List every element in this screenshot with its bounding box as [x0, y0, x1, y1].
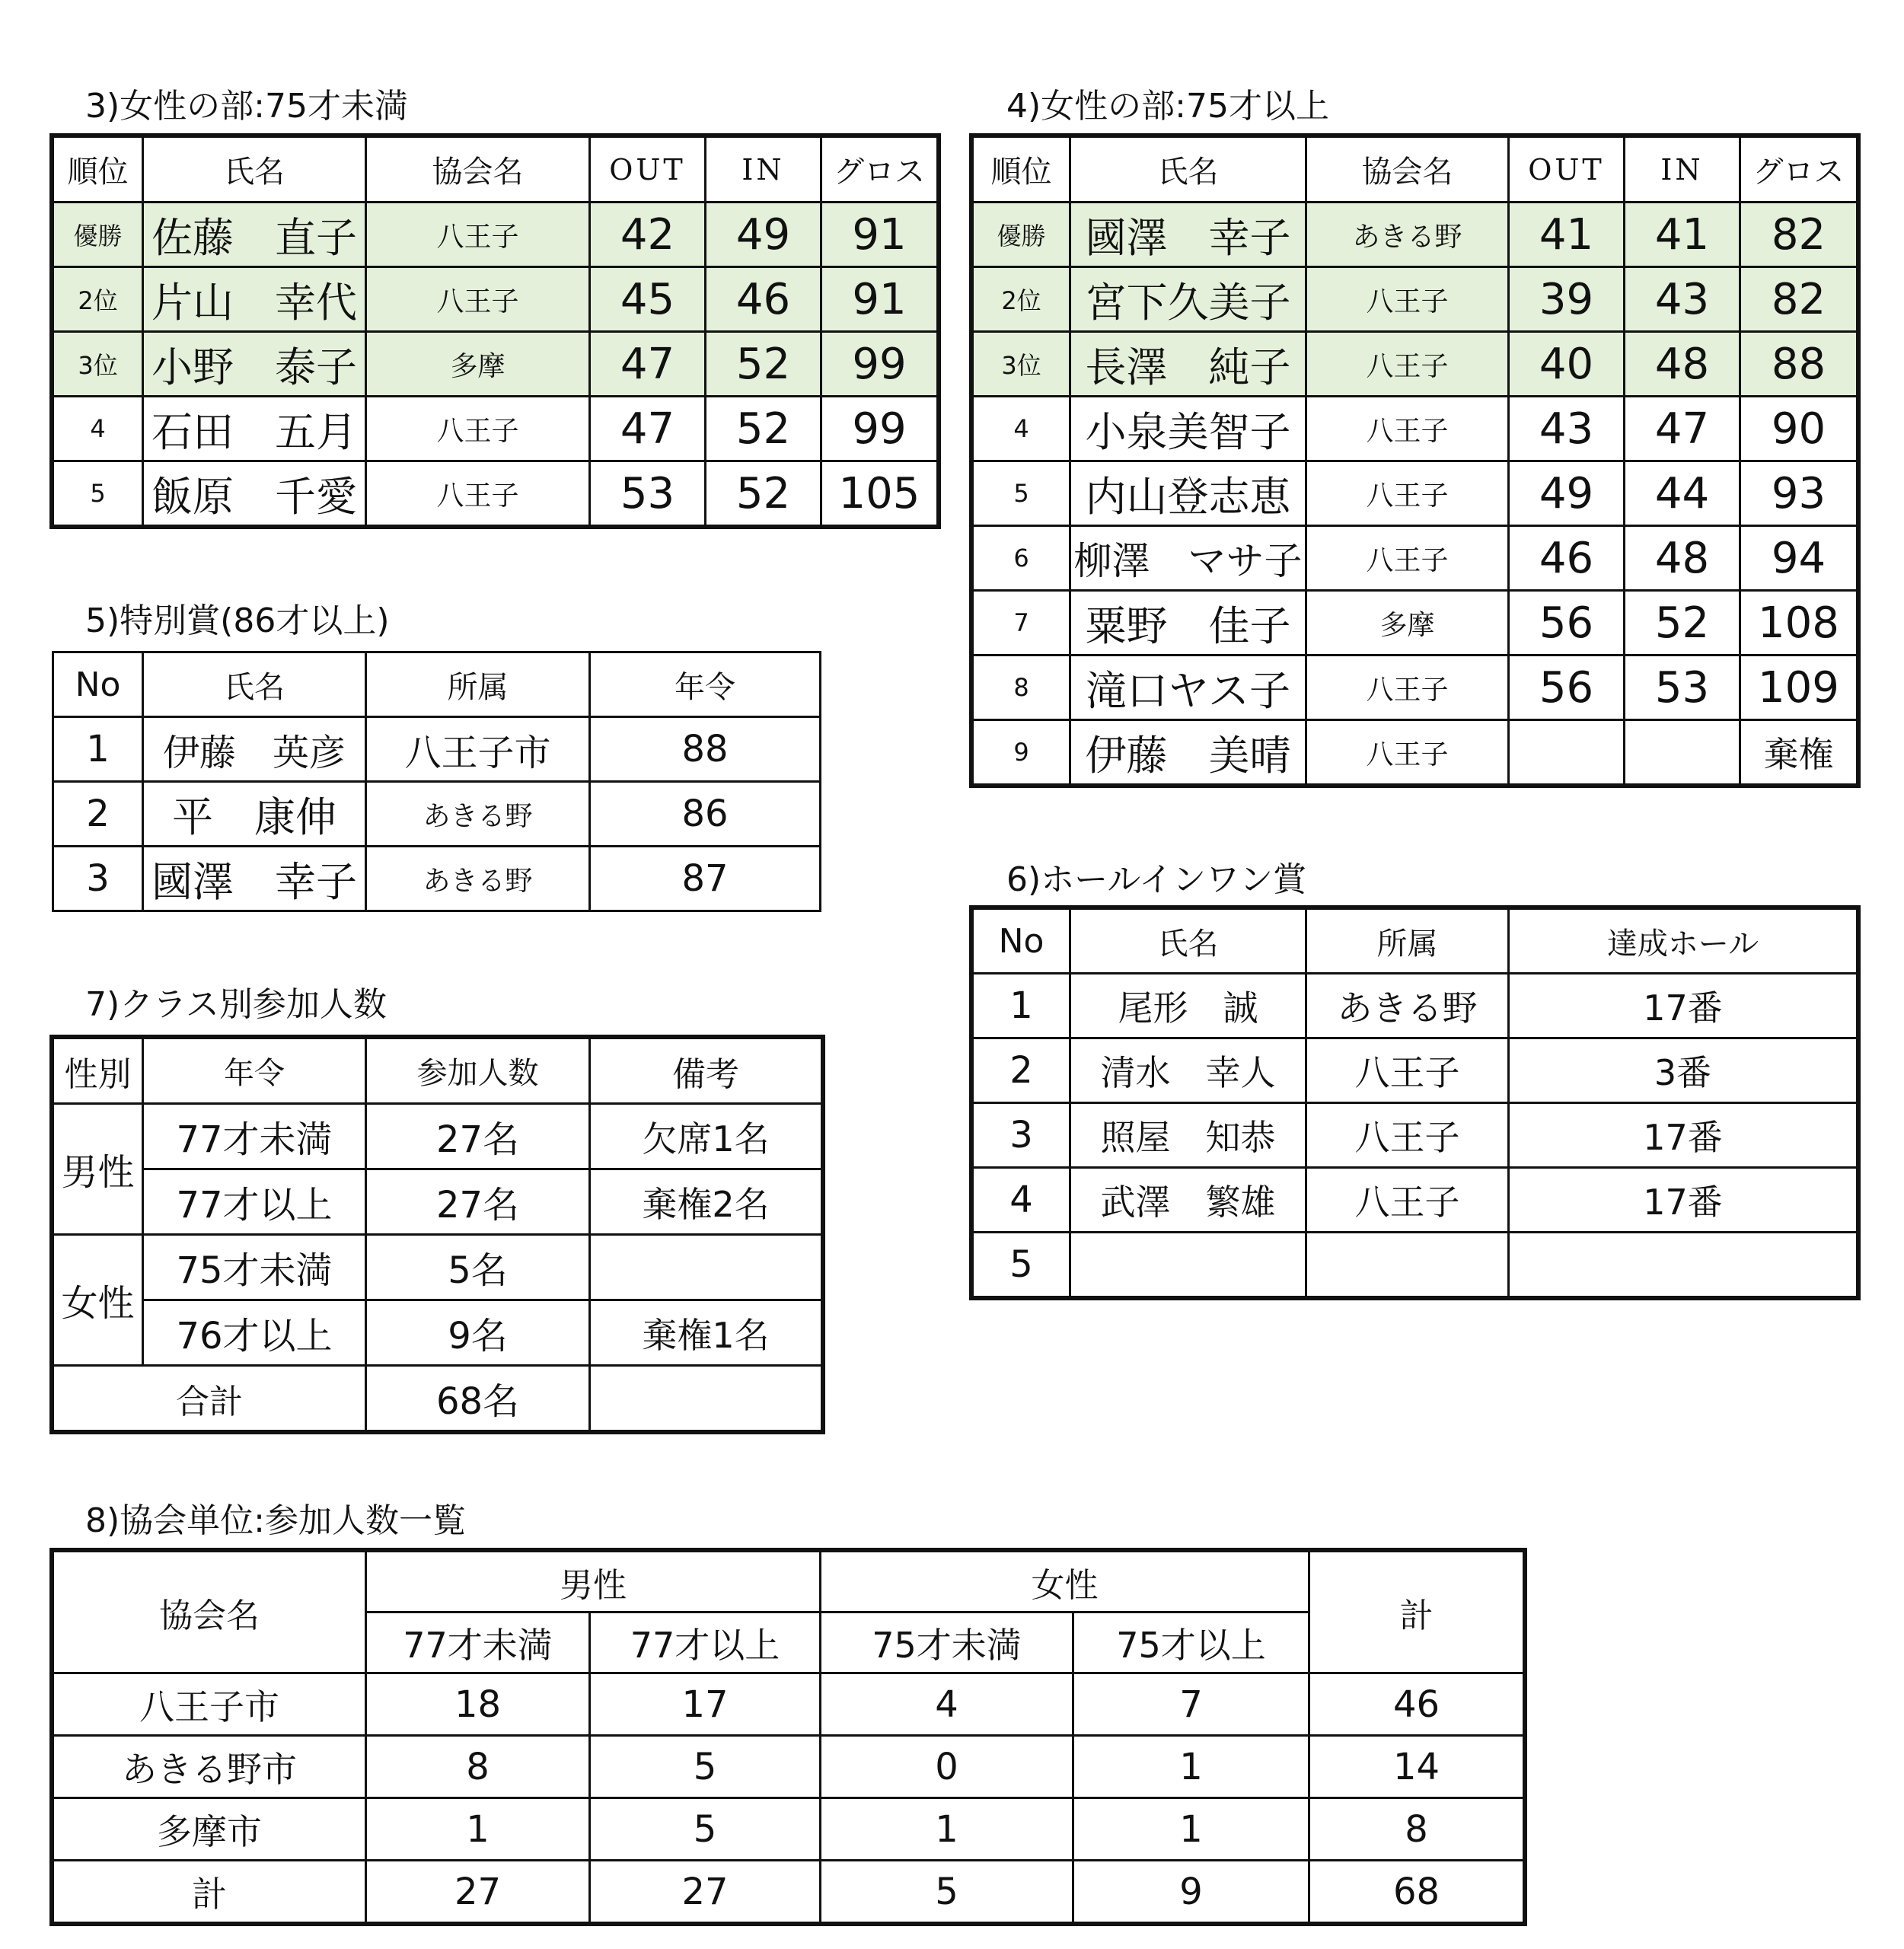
col-assoc: 協会名 — [53, 1552, 366, 1673]
assoc-cell: 八王子 — [1306, 461, 1509, 526]
total-cell: 8 — [1309, 1798, 1524, 1861]
col-total: 計 — [1309, 1552, 1524, 1673]
out-cell: 47 — [590, 397, 706, 461]
in-cell: 52 — [1625, 591, 1740, 656]
assoc-cell: 八王子 — [1306, 720, 1509, 785]
gross-cell: 90 — [1740, 397, 1858, 461]
name-cell: 國澤 幸子 — [1070, 203, 1306, 267]
table-row — [973, 720, 1858, 785]
male-over77-cell: 5 — [590, 1736, 821, 1798]
table-row — [53, 782, 821, 847]
assoc-cell: 八王子 — [1306, 397, 1509, 461]
gross-cell: 91 — [821, 203, 938, 267]
table-row — [53, 1673, 1524, 1736]
col-hole: 達成ホール — [1509, 909, 1858, 974]
name-cell: 長澤 純子 — [1070, 332, 1306, 397]
affil-cell: 八王子 — [1306, 1168, 1509, 1233]
name-cell: 飯原 千愛 — [143, 461, 366, 526]
section-4-title: 4)女性の部:75才以上 — [1006, 87, 1329, 126]
col-in: IN — [706, 137, 821, 203]
affil-cell: 八王子市 — [366, 717, 590, 782]
col-name: 氏名 — [143, 137, 366, 203]
in-cell: 52 — [706, 397, 821, 461]
name-cell: 片山 幸代 — [143, 267, 366, 332]
out-cell: 56 — [1509, 656, 1625, 720]
hole-cell: 17番 — [1509, 1103, 1858, 1168]
no-cell: 3 — [53, 847, 143, 911]
table-row — [973, 332, 1858, 397]
assoc-cell: 八王子市 — [53, 1673, 366, 1736]
women-under75-table — [52, 136, 939, 527]
col-count: 参加人数 — [366, 1038, 590, 1104]
total-count-cell: 68名 — [366, 1366, 590, 1431]
col-male-group: 男性 — [366, 1552, 821, 1612]
col-name: 氏名 — [1070, 909, 1306, 974]
male-under77-cell: 27 — [366, 1861, 590, 1923]
total-cell: 14 — [1309, 1736, 1524, 1798]
count-cell: 27名 — [366, 1169, 590, 1235]
name-cell: 滝口ヤス子 — [1070, 656, 1306, 720]
age-cell: 77才未満 — [143, 1104, 366, 1169]
no-cell: 5 — [973, 1233, 1070, 1297]
female-over75-cell: 7 — [1073, 1673, 1309, 1736]
association-participants-table — [52, 1550, 1525, 1924]
section-7-title: 7)クラス別参加人数 — [85, 985, 387, 1024]
total-cell: 68 — [1309, 1861, 1524, 1923]
rank-cell: 3位 — [973, 332, 1070, 397]
assoc-cell: 八王子 — [366, 267, 590, 332]
name-cell: 小野 泰子 — [143, 332, 366, 397]
col-age: 年令 — [143, 1038, 366, 1104]
name-cell: 石田 五月 — [143, 397, 366, 461]
name-cell: 粟野 佳子 — [1070, 591, 1306, 656]
assoc-cell: 多摩 — [366, 332, 590, 397]
in-cell: 52 — [706, 461, 821, 526]
gross-cell: 94 — [1740, 526, 1858, 591]
male-over77-cell: 5 — [590, 1798, 821, 1861]
rank-cell: 5 — [973, 461, 1070, 526]
table-row — [53, 203, 938, 267]
table-row — [53, 1235, 822, 1300]
col-name: 氏名 — [1070, 137, 1306, 203]
name-cell: 清水 幸人 — [1070, 1038, 1306, 1103]
assoc-cell: 八王子 — [1306, 526, 1509, 591]
name-cell: 國澤 幸子 — [143, 847, 366, 911]
gross-cell: 93 — [1740, 461, 1858, 526]
female-under75-cell: 1 — [821, 1798, 1073, 1861]
count-cell: 5名 — [366, 1235, 590, 1300]
col-rank: 順位 — [973, 137, 1070, 203]
in-cell: 52 — [706, 332, 821, 397]
no-cell: 1 — [973, 974, 1070, 1038]
hole-cell: 17番 — [1509, 1168, 1858, 1233]
women-over75-table — [971, 136, 1858, 786]
name-cell — [1070, 1233, 1306, 1297]
table-row — [53, 1736, 1524, 1798]
female-under75-cell: 0 — [821, 1736, 1073, 1798]
table-row — [53, 847, 821, 911]
table-header-row — [53, 1038, 822, 1104]
female-under75-cell: 4 — [821, 1673, 1073, 1736]
rank-cell: 優勝 — [53, 203, 143, 267]
section-8-title: 8)協会単位:参加人数一覧 — [85, 1501, 466, 1540]
section-6-title: 6)ホールインワン賞 — [1006, 860, 1307, 899]
gross-cell: 82 — [1740, 203, 1858, 267]
assoc-cell: 多摩市 — [53, 1798, 366, 1861]
male-over77-cell: 27 — [590, 1861, 821, 1923]
affil-cell — [1306, 1233, 1509, 1297]
table-header-row — [53, 1552, 1524, 1612]
in-cell: 43 — [1625, 267, 1740, 332]
in-cell: 48 — [1625, 526, 1740, 591]
assoc-cell: 八王子 — [366, 397, 590, 461]
name-cell: 武澤 繁雄 — [1070, 1168, 1306, 1233]
col-in: IN — [1625, 137, 1740, 203]
affil-cell: あきる野 — [366, 782, 590, 847]
affil-cell: あきる野 — [366, 847, 590, 911]
note-cell: 棄権2名 — [590, 1169, 822, 1235]
assoc-cell: 八王子 — [366, 203, 590, 267]
assoc-cell: 八王子 — [1306, 656, 1509, 720]
name-cell: 小泉美智子 — [1070, 397, 1306, 461]
count-cell: 27名 — [366, 1104, 590, 1169]
name-cell: 宮下久美子 — [1070, 267, 1306, 332]
name-cell: 伊藤 美晴 — [1070, 720, 1306, 785]
col-gender: 性別 — [53, 1038, 143, 1104]
female-over75-cell: 1 — [1073, 1736, 1309, 1798]
gender-female-cell: 女性 — [53, 1235, 143, 1366]
no-cell: 3 — [973, 1103, 1070, 1168]
rank-cell: 4 — [53, 397, 143, 461]
assoc-cell: 八王子 — [1306, 267, 1509, 332]
gross-cell: 108 — [1740, 591, 1858, 656]
gender-male-cell: 男性 — [53, 1104, 143, 1235]
col-name: 氏名 — [143, 652, 366, 717]
age-cell: 86 — [590, 782, 821, 847]
col-no: No — [53, 652, 143, 717]
table-row — [973, 1038, 1858, 1103]
col-affil: 所属 — [366, 652, 590, 717]
rank-cell: 4 — [973, 397, 1070, 461]
table-total-row — [53, 1861, 1524, 1923]
gross-cell: 99 — [821, 397, 938, 461]
table-row — [53, 1798, 1524, 1861]
name-cell: 柳澤 マサ子 — [1070, 526, 1306, 591]
col-affil: 所属 — [1306, 909, 1509, 974]
female-under75-cell: 5 — [821, 1861, 1073, 1923]
table-row — [973, 591, 1858, 656]
female-over75-cell: 9 — [1073, 1861, 1309, 1923]
rank-cell: 優勝 — [973, 203, 1070, 267]
rank-cell: 2位 — [53, 267, 143, 332]
assoc-cell: あきる野市 — [53, 1736, 366, 1798]
table-row — [973, 1168, 1858, 1233]
name-cell: 内山登志恵 — [1070, 461, 1306, 526]
out-cell: 56 — [1509, 591, 1625, 656]
no-cell: 2 — [53, 782, 143, 847]
rank-cell: 8 — [973, 656, 1070, 720]
table-row — [53, 1104, 822, 1169]
special-award-table — [52, 651, 821, 912]
affil-cell: 八王子 — [1306, 1038, 1509, 1103]
name-cell: 照屋 知恭 — [1070, 1103, 1306, 1168]
age-cell: 88 — [590, 717, 821, 782]
col-male-under77: 77才未満 — [366, 1612, 590, 1673]
in-cell — [1625, 720, 1740, 785]
gross-cell: 88 — [1740, 332, 1858, 397]
table-row — [973, 397, 1858, 461]
note-cell: 棄権1名 — [590, 1300, 822, 1366]
no-cell: 1 — [53, 717, 143, 782]
age-cell: 75才未満 — [143, 1235, 366, 1300]
out-cell: 45 — [590, 267, 706, 332]
total-note-cell — [590, 1366, 822, 1431]
table-row — [53, 397, 938, 461]
male-under77-cell: 8 — [366, 1736, 590, 1798]
gross-cell: 棄権 — [1740, 720, 1858, 785]
male-under77-cell: 1 — [366, 1798, 590, 1861]
table-header-row — [53, 652, 821, 717]
male-over77-cell: 17 — [590, 1673, 821, 1736]
no-cell: 4 — [973, 1168, 1070, 1233]
col-gross: グロス — [1740, 137, 1858, 203]
table-row — [973, 267, 1858, 332]
affil-cell: あきる野 — [1306, 974, 1509, 1038]
assoc-cell: 多摩 — [1306, 591, 1509, 656]
gross-cell: 105 — [821, 461, 938, 526]
note-cell — [590, 1235, 822, 1300]
col-female-under75: 75才未満 — [821, 1612, 1073, 1673]
in-cell: 47 — [1625, 397, 1740, 461]
assoc-cell: 八王子 — [366, 461, 590, 526]
col-out: OUT — [1509, 137, 1625, 203]
hole-in-one-table — [971, 908, 1858, 1298]
table-row — [53, 332, 938, 397]
name-cell: 平 康伸 — [143, 782, 366, 847]
in-cell: 49 — [706, 203, 821, 267]
female-over75-cell: 1 — [1073, 1798, 1309, 1861]
table-header-row — [973, 137, 1858, 203]
table-row — [53, 1300, 822, 1366]
out-cell — [1509, 720, 1625, 785]
col-no: No — [973, 909, 1070, 974]
out-cell: 53 — [590, 461, 706, 526]
hole-cell: 3番 — [1509, 1038, 1858, 1103]
male-under77-cell: 18 — [366, 1673, 590, 1736]
table-row — [973, 526, 1858, 591]
out-cell: 42 — [590, 203, 706, 267]
age-cell: 76才以上 — [143, 1300, 366, 1366]
count-cell: 9名 — [366, 1300, 590, 1366]
table-row — [53, 717, 821, 782]
out-cell: 39 — [1509, 267, 1625, 332]
col-male-over77: 77才以上 — [590, 1612, 821, 1673]
rank-cell: 9 — [973, 720, 1070, 785]
table-row — [53, 461, 938, 526]
col-female-group: 女性 — [821, 1552, 1309, 1612]
gross-cell: 109 — [1740, 656, 1858, 720]
rank-cell: 7 — [973, 591, 1070, 656]
section-5-title: 5)特別賞(86才以上) — [85, 601, 390, 640]
gross-cell: 82 — [1740, 267, 1858, 332]
assoc-cell: あきる野 — [1306, 203, 1509, 267]
in-cell: 53 — [1625, 656, 1740, 720]
out-cell: 40 — [1509, 332, 1625, 397]
table-row — [973, 1103, 1858, 1168]
col-rank: 順位 — [53, 137, 143, 203]
table-row — [973, 656, 1858, 720]
total-cell: 46 — [1309, 1673, 1524, 1736]
table-total-row — [53, 1366, 822, 1431]
in-cell: 41 — [1625, 203, 1740, 267]
table-header-row — [53, 137, 938, 203]
table-row — [973, 1233, 1858, 1297]
rank-cell: 6 — [973, 526, 1070, 591]
no-cell: 2 — [973, 1038, 1070, 1103]
assoc-cell: 八王子 — [1306, 332, 1509, 397]
table-row — [53, 1169, 822, 1235]
name-cell: 伊藤 英彦 — [143, 717, 366, 782]
hole-cell: 17番 — [1509, 974, 1858, 1038]
col-female-over75: 75才以上 — [1073, 1612, 1309, 1673]
total-label-cell: 合計 — [53, 1366, 366, 1431]
assoc-cell: 計 — [53, 1861, 366, 1923]
gross-cell: 99 — [821, 332, 938, 397]
table-row — [973, 974, 1858, 1038]
col-note: 備考 — [590, 1038, 822, 1104]
col-gross: グロス — [821, 137, 938, 203]
col-assoc: 協会名 — [366, 137, 590, 203]
gross-cell: 91 — [821, 267, 938, 332]
class-participants-table — [52, 1037, 823, 1432]
hole-cell — [1509, 1233, 1858, 1297]
table-row — [53, 267, 938, 332]
age-cell: 87 — [590, 847, 821, 911]
in-cell: 46 — [706, 267, 821, 332]
in-cell: 44 — [1625, 461, 1740, 526]
rank-cell: 2位 — [973, 267, 1070, 332]
out-cell: 49 — [1509, 461, 1625, 526]
table-header-row — [973, 909, 1858, 974]
out-cell: 43 — [1509, 397, 1625, 461]
col-out: OUT — [590, 137, 706, 203]
out-cell: 47 — [590, 332, 706, 397]
table-row — [973, 461, 1858, 526]
col-assoc: 協会名 — [1306, 137, 1509, 203]
table-row — [973, 203, 1858, 267]
section-3-title: 3)女性の部:75才未満 — [85, 87, 408, 126]
rank-cell: 5 — [53, 461, 143, 526]
rank-cell: 3位 — [53, 332, 143, 397]
name-cell: 尾形 誠 — [1070, 974, 1306, 1038]
age-cell: 77才以上 — [143, 1169, 366, 1235]
col-age: 年令 — [590, 652, 821, 717]
out-cell: 41 — [1509, 203, 1625, 267]
note-cell: 欠席1名 — [590, 1104, 822, 1169]
name-cell: 佐藤 直子 — [143, 203, 366, 267]
in-cell: 48 — [1625, 332, 1740, 397]
affil-cell: 八王子 — [1306, 1103, 1509, 1168]
out-cell: 46 — [1509, 526, 1625, 591]
